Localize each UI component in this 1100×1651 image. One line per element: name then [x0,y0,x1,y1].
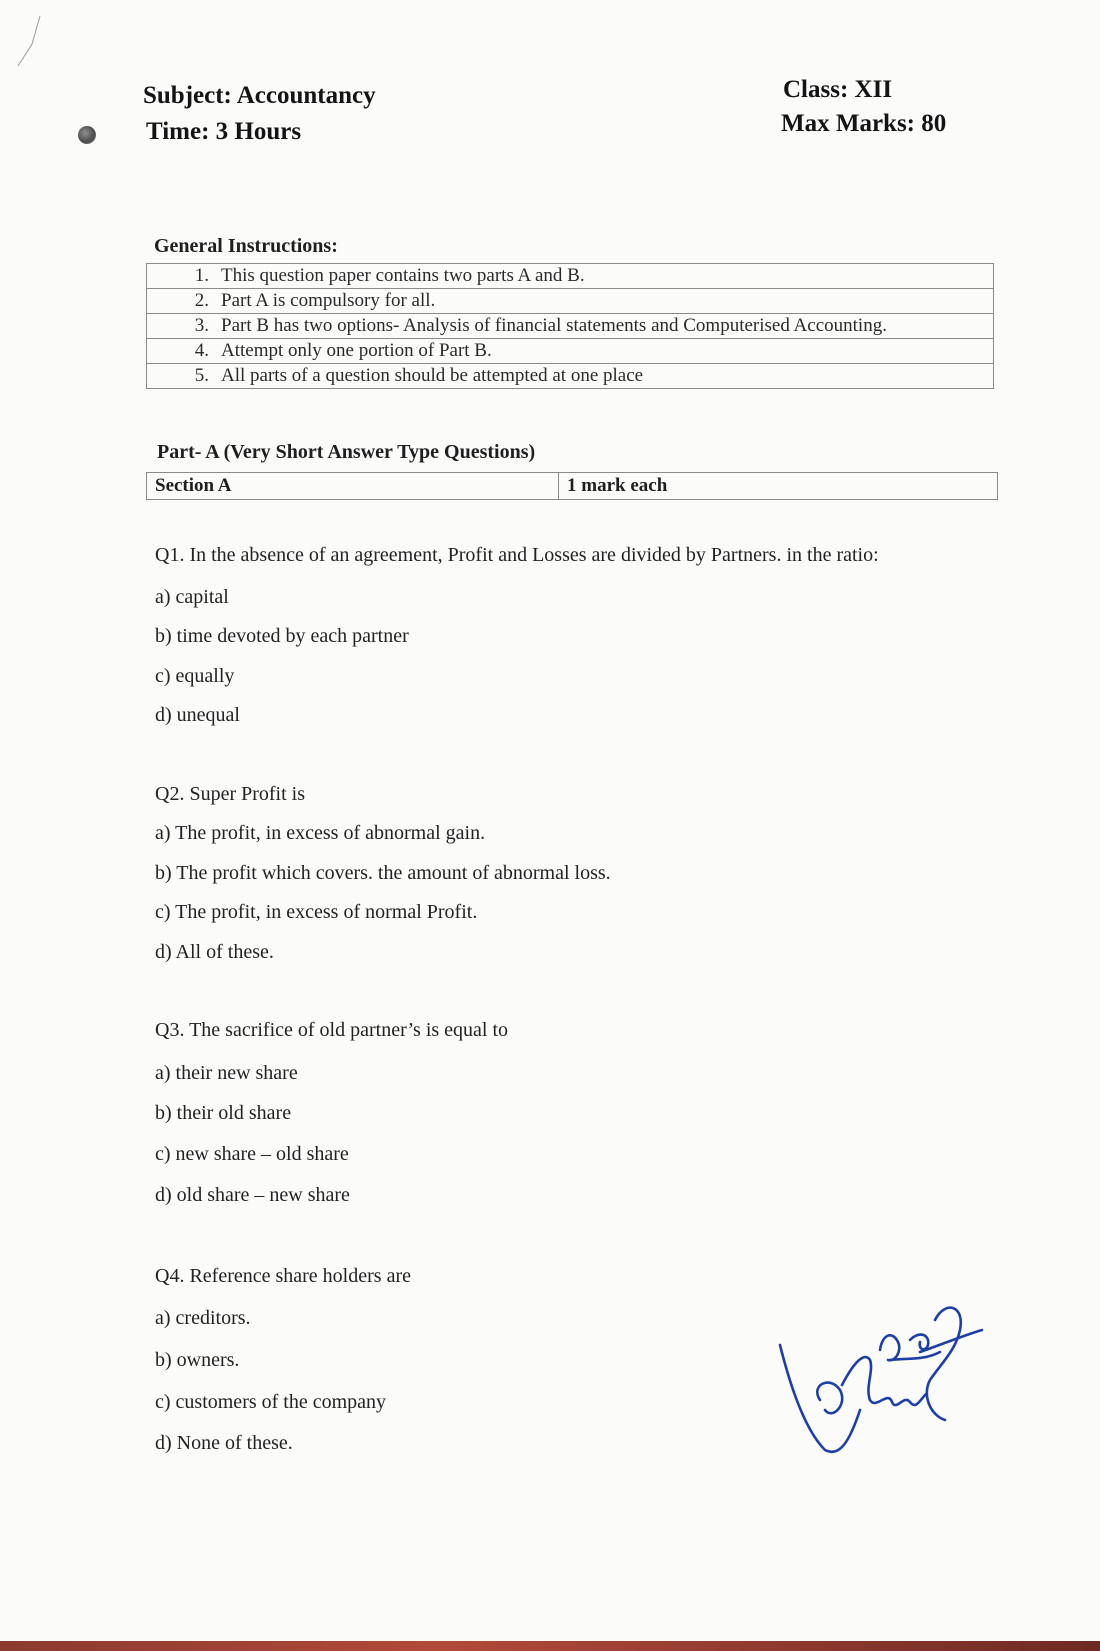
instruction-row [147,339,994,364]
scan-mark-line [14,14,44,74]
question-2-option-b: b) The profit which covers. the amount of abnormal loss. [155,862,611,884]
general-instructions-title: General Instructions: [154,235,338,257]
time-heading: Time: 3 Hours [146,118,302,145]
part-a-title: Part- A (Very Short Answer Type Questions) [157,441,536,463]
instruction-text: Part B has two options- Analysis of financial statements and Computerised Accounting. [221,315,887,336]
instruction-row [147,264,994,289]
instruction-number: 5. [194,365,209,386]
question-1-option-c: c) equally [155,665,235,687]
section-label: Section A [147,473,559,500]
question-4: Q4. Reference share holders are [155,1265,411,1287]
instruction-number: 2. [194,290,209,311]
question-4-option-c: c) customers of the company [155,1391,387,1413]
instruction-text: This question paper contains two parts A and B. [221,265,585,286]
question-2: Q2. Super Profit is [155,783,305,805]
instruction-text: Part A is compulsory for all. [221,290,436,311]
question-1-option-d: d) unequal [155,704,240,726]
question-4-option-a: a) creditors. [155,1307,251,1329]
subject-heading: Subject: Accountancy [143,82,376,109]
scan-bottom-edge [0,1641,1100,1651]
question-3-option-b: b) their old share [155,1102,292,1124]
section-a-table [146,472,998,500]
instruction-text: Attempt only one portion of Part B. [221,340,492,361]
punch-hole-mark [78,126,96,144]
marks-label: 1 mark each [559,473,998,500]
instruction-row [147,289,994,314]
question-3-option-d: d) old share – new share [155,1184,350,1206]
question-3-option-c: c) new share – old share [155,1143,349,1165]
instruction-number: 1. [194,265,209,286]
instructions-table [146,263,994,389]
class-heading: Class: XII [783,76,893,103]
instruction-row [147,364,994,389]
question-3-option-a: a) their new share [155,1062,298,1084]
question-1: Q1. In the absence of an agreement, Profit and Losses are divided by Partners. in the ratio: [155,544,879,566]
question-1-option-a: a) capital [155,586,229,608]
question-2-option-d: d) All of these. [155,941,274,963]
question-3: Q3. The sacrifice of old partner’s is equal to [155,1019,509,1041]
question-4-option-d: d) None of these. [155,1432,293,1454]
instruction-row [147,314,994,339]
question-4-option-b: b) owners. [155,1349,240,1371]
question-2-option-c: c) The profit, in excess of normal Profit. [155,901,478,923]
question-2-option-a: a) The profit, in excess of abnormal gain. [155,822,486,844]
question-1-option-b: b) time devoted by each partner [155,625,409,647]
instruction-text: All parts of a question should be attempted at one place [221,365,644,386]
signature-image [770,1290,990,1460]
instruction-number: 3. [194,315,209,336]
instruction-number: 4. [194,340,209,361]
max-marks-heading: Max Marks: 80 [781,110,947,137]
